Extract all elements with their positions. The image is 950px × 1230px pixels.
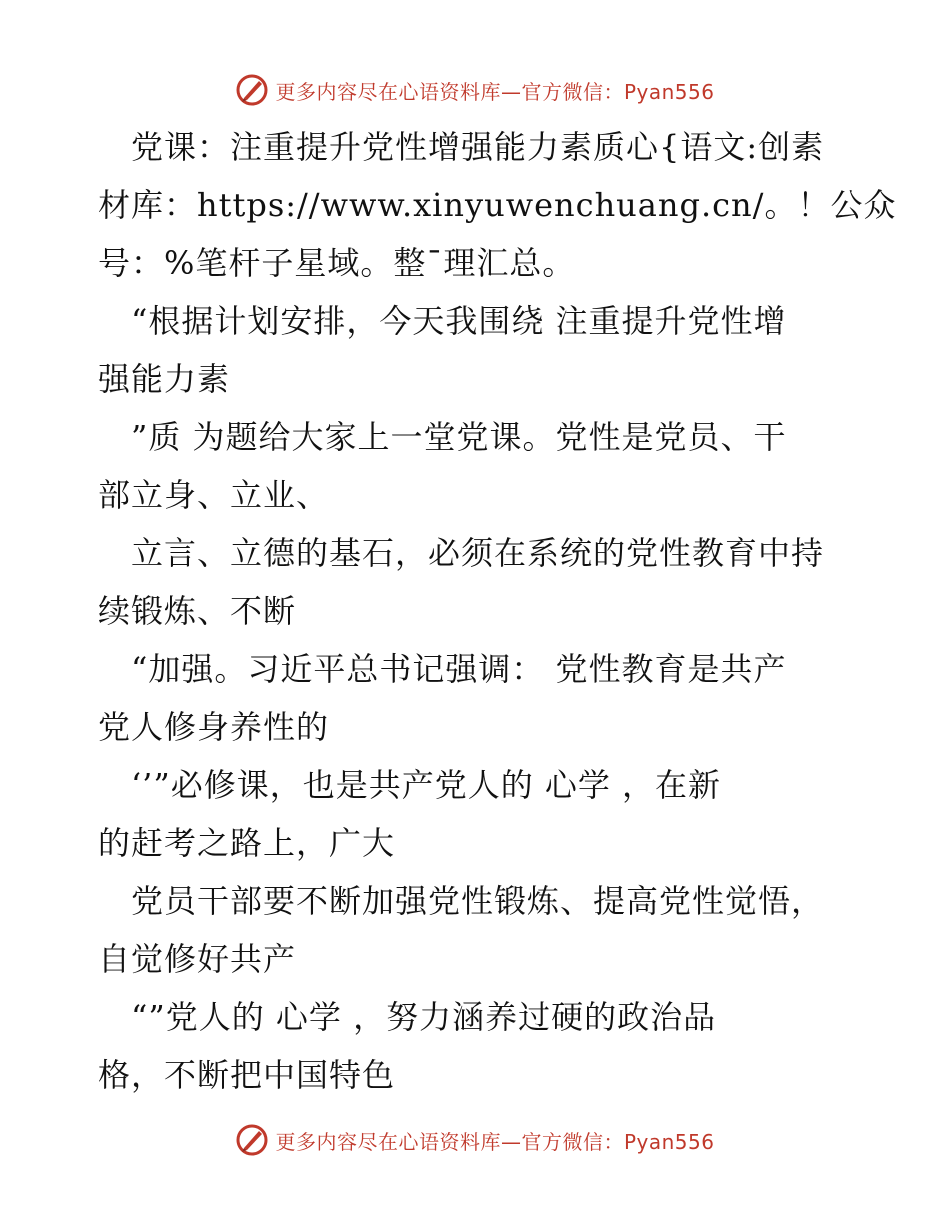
- text-line: 自觉修好共产: [98, 940, 297, 978]
- text-line: 党课：注重提升党性增强能力素质心{语文:创素: [98, 128, 825, 166]
- text-line: 党员干部要不断加强党性锻炼、提高党性觉悟，: [98, 882, 825, 920]
- text-line: 强能力素: [98, 360, 231, 398]
- text-line: 立言、立德的基石，必须在系统的党性教育中持: [98, 534, 825, 572]
- text-line: “根据计划安排，今天我围绕 注重提升党性增: [98, 302, 787, 340]
- document-body: [98, 118, 897, 1104]
- text-line: ”质 为题给大家上一堂党课。党性是党员、干: [98, 418, 787, 456]
- quill-pen-logo-icon: [235, 1123, 269, 1157]
- footer-banner-text: 更多内容尽在心语资料库—官方微信：Pyan556: [275, 1129, 715, 1154]
- text-line: 续锻炼、不断: [98, 592, 297, 630]
- text-line: 格，不断把中国特色: [98, 1056, 396, 1094]
- quill-pen-logo-icon: [235, 73, 269, 107]
- header-banner-text: 更多内容尽在心语资料库—官方微信：Pyan556: [275, 79, 715, 104]
- text-line: 号：%笔杆子星域。整¯理汇总。: [98, 244, 576, 282]
- text-line: 党人修身养性的: [98, 708, 330, 746]
- text-line: ‘’”必修课，也是共产党人的 心学 ，在新: [98, 766, 722, 804]
- text-line: 材库：https://www.xinyuwenchuang.cn/。！公众: [98, 186, 897, 224]
- text-line: “”党人的 心学 ，努力涵养过硬的政治品: [98, 998, 717, 1036]
- footer-banner: [0, 1120, 950, 1160]
- text-line: 部立身、立业、: [98, 476, 330, 514]
- text-line: 的赶考之路上，广大: [98, 824, 396, 862]
- header-banner: [0, 70, 950, 110]
- text-line: “加强。习近平总书记强调： 党性教育是共产: [98, 650, 787, 688]
